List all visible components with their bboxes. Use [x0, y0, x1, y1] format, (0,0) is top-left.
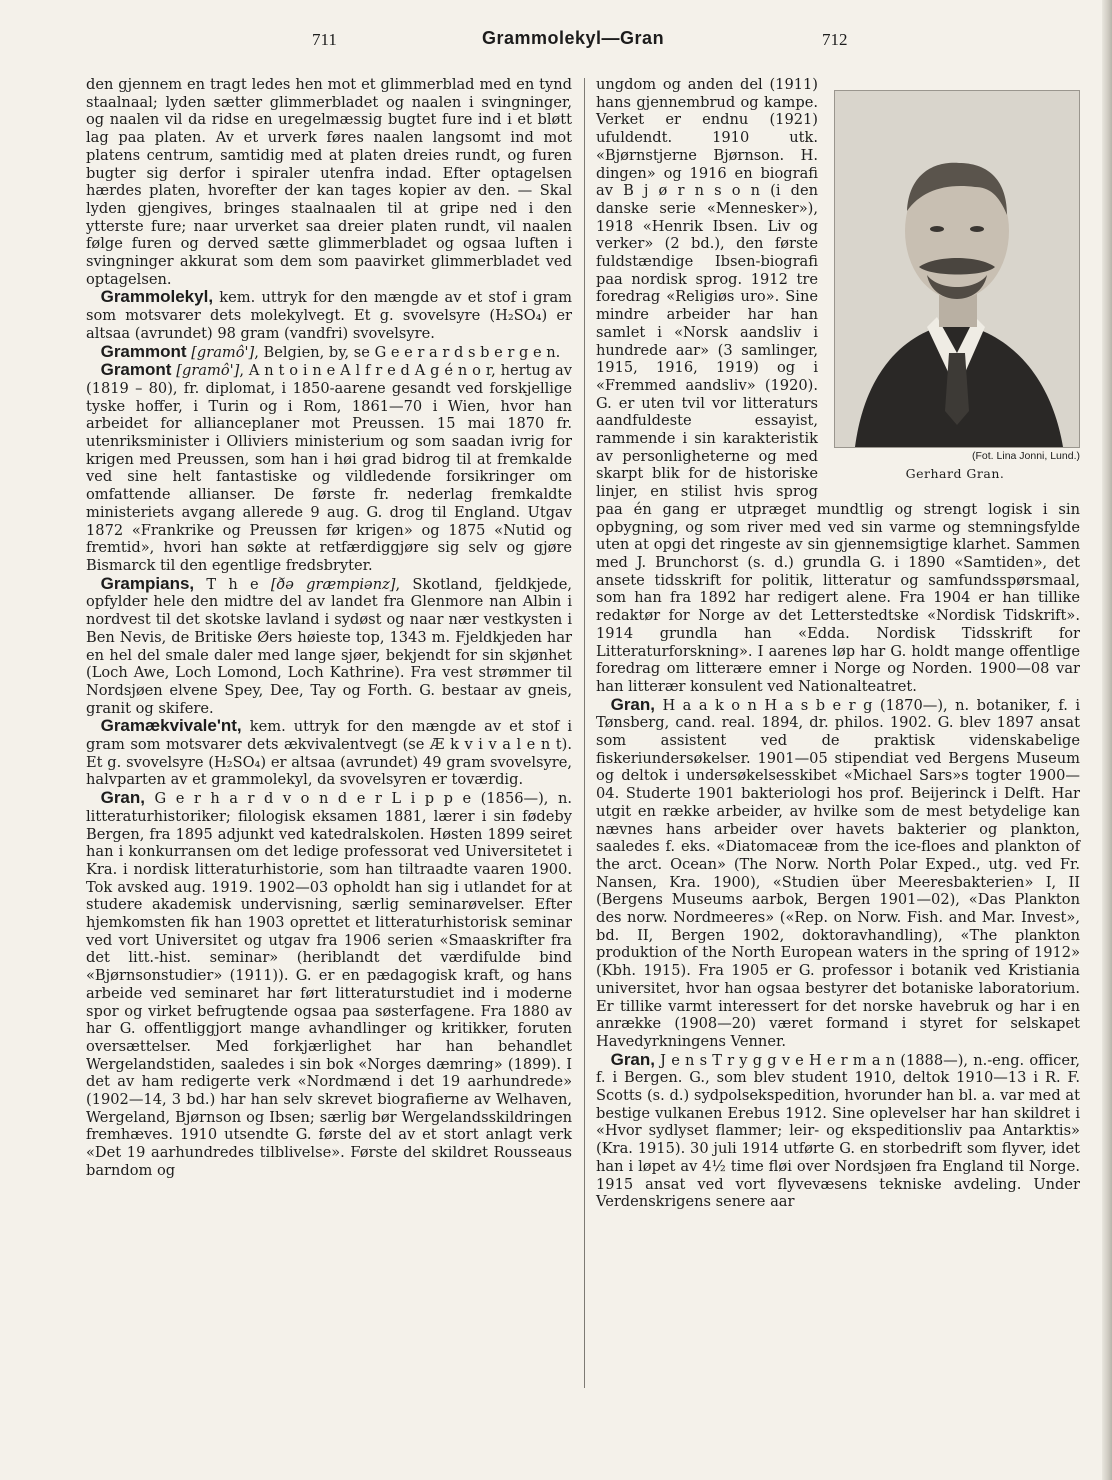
entry-text: G e r h a r d v o n d e r L i p p e (1856—), n. litteraturhistoriker; filologisk eksamen 1881, lærer i sin fødeby Bergen, fra 1895 adjunkt ved katedralskolen. Høsten 1899 seiret han i konkurransen om det ledige professorat ved Universitetet i Kra. i nordisk litteraturhistorie, som han tiltraadte vaaren 1900. Tok avsked aug. 1919. 1902—03 opholdt han sig i utlandet for at studere akademisk undervisning, særlig seminarøvelser. Efter hjemkomsten fik han 1903 oprettet et litteraturhistorisk seminar ved vort Universitet og utgav fra 1906 serien «Smaaskrifter fra det litt.-hist. seminar» (heriblandt det værdifulde bind «Bjørnsonstudier» (1911)). G. er en pædagogisk kraft, og hans arbeide ved seminaret har ført litteraturstudiet ind i moderne spor og virket befrugtende ogsaa paa søsterfagene. Fra 1880 av har G. offentliggjort mange avhandlinger og kritikker, foruten oversættelser. Med forkjærlighet har han behandlet Wergelandstiden, saaledes i sin bok «Norges dæmring» (1899). I det av ham redigerte verk «Nordmænd i det 19 aarhundrede» (1902—14, 3 bd.) har han selv skrevet biografierne av Welhaven, Wergeland, Bjørnson og Ibsen; særlig bør Wergelandsskildringen fremhæves. 1910 utsendte G. første del av et stort anlagt verk «Det 19 aarhundredes tilblivelse». Første del skildret Rousseaus barndom og	[86, 790, 572, 1179]
page-header	[0, 28, 1112, 52]
entry-gramont	[86, 361, 572, 574]
entry-text: J e n s T r y g g v e H e r m a n (1888—), n.-eng. officer, f. i Bergen. G., som blev student 1910, deltok 1910—13 i R. F. Scotts (s. d.) sydpolsekspedition, hvorunder han bl. a. var med at bestige vulkanen Erebus 1912. Sine oplevelser har han skildret i «Hvor sydlyset flammer; leir- og ekspeditionsliv paa Antarktis» (Kra. 1915). 30 juli 1914 utførte G. en storbedrift som flyver, idet han i løpet av 4½ time fløi over Nordsjøen fra England til Norge. 1915 ansat ved vort flyvevæsens tekniske avdeling. Under Verdenskrigens senere aar	[596, 1051, 1080, 1211]
headword: Grammolekyl,	[100, 287, 214, 307]
entry-text: H a a k o n H a s b e r g (1870—), n. botaniker, f. i Tønsberg, cand. real. 1894, dr. philos. 1902. G. blev 1897 ansat som assistent ved de praktisk videnskabelige fiskeriundersøkelser. 1901—05 stipendiat ved Bergens Museum og deltok i undersøkelsesskibet «Michael Sars»s togter 1900—04. Studerte 1901 bakteriologi hos prof. Beijerinck i Delft. Har utgit en række arbeider, av hvilke som de mest betydelige kan nævnes hans arbeider over havets bakterier og plankton, saaledes f. eks. «Diatomaceæ from the ice-floes and plankton of the arct. Ocean» (The Norw. North Polar Exped., utg. ved Fr. Nansen, Kra. 1900), «Studien über Meeresbakterien» I, II (Bergens Museums aarbok, Bergen 1901—02), «Das Plankton des norw. Nordmeeres» («Rep. on Norw. Fish. and Mar. Invest», bd. II, Bergen 1902, doktoravhandling), «The plankton produktion of the North European waters in the spring of 1912» (Kbh. 1915). Fra 1905 er G. professor i botanik ved Kristiania universitet, hvor han ogsaa bestyrer det botaniske laboratorium. Er tillike varmt interessert for det norske havebruk og har i en anrække (1908—20) været formand i styret for selskapet Havedyrkningens Venner.	[596, 696, 1080, 1050]
headword: Gran,	[610, 694, 655, 714]
photo-caption: Gerhard Gran.	[905, 466, 1005, 481]
page-edge	[1102, 0, 1112, 1480]
headword: Grampians,	[100, 573, 195, 593]
entry-gran-tryggve	[596, 1051, 1080, 1211]
entry-grammolekyl	[86, 288, 572, 342]
headword: Grammont	[100, 341, 187, 361]
pronunciation: [gramô']	[176, 362, 240, 380]
column-divider	[584, 78, 585, 1388]
portrait-figure	[830, 90, 1080, 481]
entry-text: , Skotland, fjeldkjede, opfylder hele den midtre del av landet fra Glenmore nan Albin i nordvest til det skotske lavland i sydøst og naar nær vestkysten i Ben Nevis, de Britiske Øers høieste top, 1343 m. Fjeldkjeden har en hel del smale daler med lange sjøer, bekjendt for sin skjønhet (Loch Awe, Loch Lomond, Loch Kathrine). Fra vest strømmer til Nordsjøen elvene Spey, Dee, Tay og Forth. G. bestaar av gneis, granit og skifere.	[86, 575, 573, 717]
gjennem-continuation: den gjennem en tragt ledes hen mot et glimmerblad med en tynd staalnaal; lyden sætter glimmerbladet og naalen i svingninger, og naalen vil da ridse en uregelmæssig bugtet fure ind i et bløtt lag paa platen. Av et urverk føres naalen langsomt ind mot platens centrum, samtidig med at platen dreies rundt, og furen bugter sig derfor i spiraler utenfra indad. Efter optagelsen hærdes platen, hvorefter der kan tages kopier av den. — Skal lyden gjengives, bringes staalnaalen til at gripe ned i den ytterste fure; naar urverket saa dreier platen rundt, vil naalen følge furen og derved sætte glimmerbladet og ogsaa luften i svingninger akkurat som dem som paavirket glimmerbladet ved optagelsen.	[86, 76, 572, 288]
entry-gran-gerhard	[86, 789, 572, 1179]
entry-text: , Belgien, by, se G e e r a r d s b e r g e n.	[254, 343, 561, 361]
page-number-right: 712	[822, 30, 848, 49]
page-number-left: 711	[312, 30, 337, 49]
portrait-photo	[834, 90, 1080, 448]
photo-credit: (Fot. Lina Jonni, Lund.)	[972, 450, 1080, 462]
entry-gran-haakon	[596, 696, 1080, 1051]
right-column	[596, 76, 1080, 1211]
portrait-illustration	[835, 91, 1079, 447]
headword: Gramont	[100, 360, 172, 380]
headword: Gran,	[100, 788, 145, 808]
entry-prefix: T h e	[206, 575, 259, 593]
left-column	[86, 76, 572, 1180]
headword: Gran,	[610, 1049, 655, 1069]
entry-gramaekvivalent	[86, 717, 572, 789]
entry-text: , A n t o i n e A l f r e d A g é n o r, hertug av (1819 – 80), fr. diplomat, i 1850-aarene gesandt ved forskjellige tyske hoffer, i Turin og i Rom, 1861—70 i Wien, hvor han arbeidet for allianceplaner mot Preussen. 15 mai 1870 fr. utenriksminister i Olliviers ministerium og som saadan ivrig for krigen med Preussen, som han i høi grad bidrog til at fremkalde ved sine helt fantastiske og vildledende forsikringer om omfattende allianser. De første fr. nederlag fremkaldte ministeriets avgang allerede 9 aug. G. drog til England. Utgav 1872 «Frankrike og Preussen før krigen» og 1875 «Nutid og fremtid», hvori han søkte at retfærdiggjøre sig selv og gjøre Bismarck til den egentlige fredsbryter.	[86, 362, 572, 574]
running-title: Grammolekyl—Gran	[482, 28, 665, 48]
entry-grampians	[86, 575, 572, 718]
pronunciation: [gramô']	[191, 343, 255, 361]
pronunciation: [ðə græmpiənz]	[270, 575, 396, 593]
entry-text: kem. uttryk for den mængde av et stof i gram som motsvarer dets ækvivalentvegt (se Æ k v i v a l e n t). Et g. svovelsyre (H₂SO₄) er altsaa (avrundet) 49 gram svovelsyre, halvparten av et grammolekyl, da svovelsyren er toværdig.	[86, 718, 573, 789]
gran-continuation: ungdom og anden del (1911) hans gjennembrud og kampe. Verket er endnu (1921) ufuldendt. 1910 utk. «Bjørnstjerne Bjørnson. H. dingen» og 1916 en biografi av B j ø r n s o n (i den danske serie «Mennesker»), 1918 «Henrik Ibsen. Liv og verker» (2 bd.), den første fuldstændige Ibsen-biografi paa nordisk sprog. 1912 tre foredrag «Religiøs uro». Sine mindre arbeider har han samlet i «Norsk aandsliv i hundrede aar» (3 samlinger, 1915, 1916, 1919) og i «Fremmed aandsliv» (1920). G. er uten tvil vor litteraturs aandfuldeste essayist, rammende i sin karakteristik av personligheterne og med skarpt blik for de historiske linjer, en stilist hvis sprog paa én gang er utpræget mundtlig og strengt logisk i sin opbygning, og som river med ved sin varme og stemningsfylde uten at opgi det ringeste av sin gjennemsigtige klarhet. Sammen med J. Brunchorst (s. d.) grundla G. i 1890 «Samtiden», det ansete tidsskrift for politik, litteratur og samfundsspørsmaal, som han fra 1892 har redigert alene. Fra 1904 er han tillike redaktør for Norge av det Letterstedtske «Nordisk Tidskrift». 1914 grundla han «Edda. Nordisk Tidsskrift for Litteraturforskning». I aarenes løp har G. holdt mange offentlige foredrag om litterære emner i Norge og Norden. 1900—08 var han litterær konsulent ved Nationalteatret.	[596, 76, 1080, 695]
headword: Gramækvivale'nt,	[100, 716, 242, 736]
entry-grammont	[86, 343, 572, 362]
entry-text: kem. uttryk for den mængde av et stof i gram som motsvarer dets molekylvegt. Et g. svovelsyre (H₂SO₄) er altsaa (avrundet) 98 gram (vandfri) svovelsyre.	[86, 289, 572, 342]
